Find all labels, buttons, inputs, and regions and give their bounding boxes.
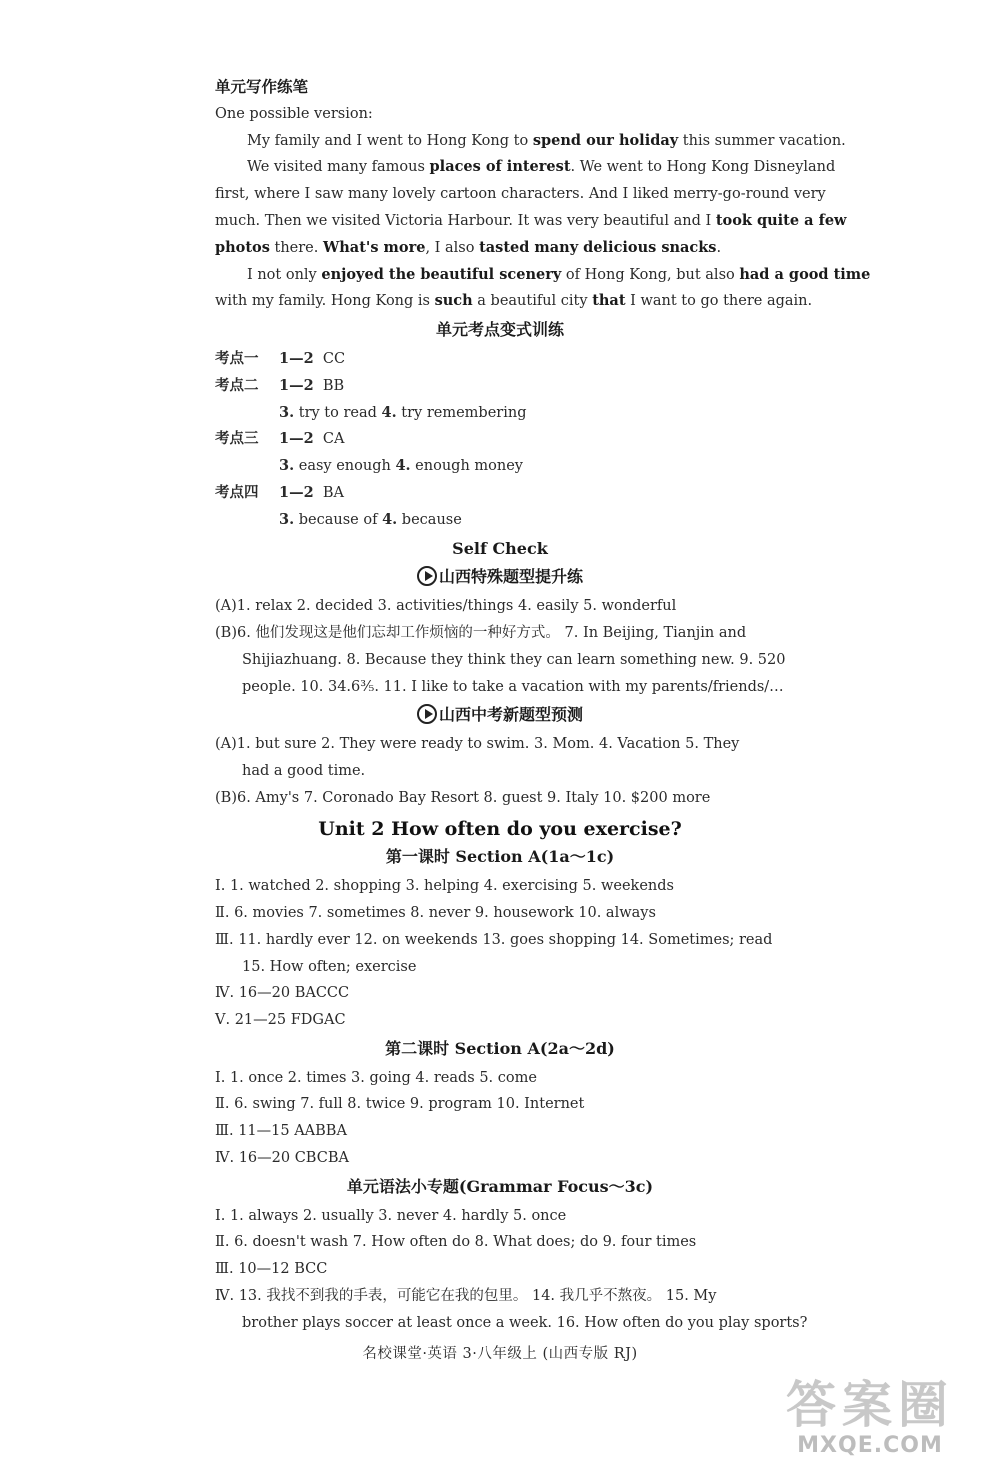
lesson-1-line: Ⅴ. 21—25 FDGAC (215, 1012, 346, 1029)
bold-phrase: spend our holiday (532, 131, 679, 149)
writing-paragraph-2-line-3 (215, 208, 847, 235)
kaodian-label: 考点一 (215, 349, 259, 367)
lesson-1-line: Ⅱ. 6. movies 7. sometimes 8. never 9. housework 10. always (215, 904, 656, 921)
lesson-1-line: Ⅲ. 11. hardly ever 12. on weekends 13. goes shopping 14. Sometimes; read (215, 931, 773, 948)
self-check-b2: (B)6. Amy's 7. Coronado Bay Resort 8. guest 9. Italy 10. $200 more (215, 789, 711, 806)
grammar-line: Ⅰ. 1. always 2. usually 3. never 4. hardly 5. once (215, 1207, 567, 1224)
page-footer: 名校课堂·英语 3·八年级上 (山西专版 RJ) (362, 1345, 638, 1362)
bold-phrase: places of interest (429, 158, 571, 176)
question-range: 1—2 (279, 483, 314, 501)
writing-title: 单元写作练笔 (215, 77, 309, 96)
text-run: . We went to Hong Kong Disneyland (570, 159, 836, 176)
kaodian-2 (215, 373, 785, 400)
text-run: of Hong Kong, but also (561, 266, 740, 283)
text-run: My family and I went to Hong Kong to (247, 132, 533, 149)
play-circle-icon (417, 566, 437, 586)
question-number: 3. (279, 403, 295, 421)
bold-phrase: photos (215, 238, 270, 256)
self-check-b1-line-2: Shijiazhuang. 8. Because they think they can learn something new. 9. 520 (242, 651, 786, 668)
kaodian-title: 单元考点变式训练 (435, 320, 564, 340)
answer: because (397, 511, 462, 528)
text-run: a beautiful city (472, 293, 593, 310)
grammar-line: Ⅲ. 10—12 BCC (215, 1261, 328, 1278)
writing-paragraph-3-line-1 (215, 262, 871, 289)
watermark-url: MXQE.COM (797, 1433, 943, 1458)
question-range: 1—2 (279, 430, 314, 448)
lesson-1-title: 第一课时 Section A(1a～1c) (385, 847, 615, 867)
kaodian-4-sub (215, 507, 785, 534)
unit-title: Unit 2 How often do you exercise? (318, 817, 682, 840)
writing-paragraph-3-line-2 (215, 288, 813, 315)
text-run: this summer vacation. (678, 132, 846, 149)
banner-label: 山西特殊题型提升练 (438, 567, 583, 587)
watermark-text: 答案圈 (786, 1376, 954, 1434)
answer: BA (322, 484, 345, 501)
lesson-2-line: Ⅱ. 6. swing 7. full 8. twice 9. program 10. Internet (215, 1096, 585, 1113)
self-check-a2-line-2: had a good time. (242, 762, 366, 779)
lesson-2-line: Ⅲ. 11—15 AABBA (215, 1123, 347, 1140)
answer: enough money (410, 458, 523, 475)
lesson-1-line: 15. How often; exercise (242, 958, 417, 975)
text-run: there. (269, 239, 323, 256)
answer: easy enough (294, 458, 396, 475)
kaodian-label: 考点四 (215, 483, 259, 501)
answer: because of (294, 511, 383, 528)
answer: BB (322, 377, 345, 394)
play-circle-icon (417, 704, 437, 724)
self-check-title: Self Check (452, 538, 548, 558)
question-range: 1—2 (279, 376, 314, 394)
question-range: 1—2 (279, 349, 314, 367)
kaodian-label: 考点二 (215, 376, 259, 394)
question-number: 4. (382, 510, 398, 528)
writing-paragraph-1 (215, 128, 846, 155)
bold-phrase: enjoyed the beautiful scenery (321, 265, 562, 283)
text-run: I not only (247, 266, 322, 283)
question-number: 3. (279, 510, 295, 528)
answer: try to read (294, 404, 382, 421)
banner-special-practice (215, 564, 785, 591)
writing-paragraph-2-line-2: first, where I saw many lovely cartoon characters. And I liked merry-go-round very (215, 186, 826, 203)
lesson-1-line: Ⅳ. 16—20 BACCC (215, 985, 350, 1002)
watermark-logo (770, 1377, 970, 1459)
lesson-2-line: Ⅳ. 16—20 CBCBA (215, 1150, 349, 1167)
grammar-line: Ⅱ. 6. doesn't wash 7. How often do 8. What does; do 9. four times (215, 1234, 697, 1251)
text-run: . (716, 239, 722, 256)
answer: CA (322, 431, 345, 448)
lesson-1-line: Ⅰ. 1. watched 2. shopping 3. helping 4. exercising 5. weekends (215, 878, 674, 895)
kaodian-2-sub (215, 400, 785, 427)
bold-phrase: tasted many delicious snacks (479, 238, 717, 256)
bold-phrase: What's more (322, 238, 426, 256)
banner-label: 山西中考新题型预测 (438, 705, 583, 725)
grammar-line: brother plays soccer at least once a week. 16. How often do you play sports? (242, 1314, 808, 1331)
writing-intro: One possible version: (215, 105, 373, 122)
kaodian-1 (215, 346, 785, 373)
kaodian-label: 考点三 (215, 430, 259, 448)
text-run: much. Then we visited Victoria Harbour. It was very beautiful and I (215, 212, 716, 229)
grammar-title: 单元语法小专题(Grammar Focus～3c) (346, 1176, 654, 1196)
self-check-a2-line-1: (A)1. but sure 2. They were ready to swim. 3. Mom. 4. Vacation 5. They (215, 736, 740, 753)
writing-paragraph-2-line-4 (215, 235, 785, 262)
answer: try remembering (396, 404, 527, 421)
bold-phrase: such (434, 292, 473, 310)
question-number: 4. (381, 403, 397, 421)
bold-phrase: that (592, 292, 626, 310)
text-run: We visited many famous (247, 159, 430, 176)
self-check-b1-line-1: (B)6. 他们发现这是他们忘却工作烦恼的一种好方式。 7. In Beijing, Tianjin and (215, 624, 747, 641)
answer: CC (322, 350, 346, 367)
self-check-b1-line-3: people. 10. 34.6⅗. 11. I like to take a vacation with my parents/friends/… (242, 678, 784, 695)
text-run: with my family. Hong Kong is (215, 293, 435, 310)
question-number: 4. (395, 457, 411, 475)
self-check-a1: (A)1. relax 2. decided 3. activities/things 4. easily 5. wonderful (215, 598, 677, 615)
question-number: 3. (279, 457, 295, 475)
bold-phrase: took quite a few (715, 211, 847, 229)
answer-page (215, 74, 871, 1367)
kaodian-3 (215, 426, 785, 453)
bold-phrase: had a good time (739, 265, 871, 283)
lesson-2-title: 第二课时 Section A(2a～2d) (385, 1038, 615, 1058)
banner-new-question-types (215, 702, 785, 729)
kaodian-4 (215, 480, 785, 507)
lesson-2-line: Ⅰ. 1. once 2. times 3. going 4. reads 5. come (215, 1069, 537, 1086)
grammar-line: Ⅳ. 13. 我找不到我的手表，可能它在我的包里。 14. 我几乎不熬夜。 15. My (215, 1288, 717, 1305)
text-run: I want to go there again. (625, 293, 813, 310)
text-run: , I also (425, 239, 480, 256)
writing-paragraph-2-line-1 (215, 154, 836, 181)
kaodian-3-sub (215, 453, 785, 480)
